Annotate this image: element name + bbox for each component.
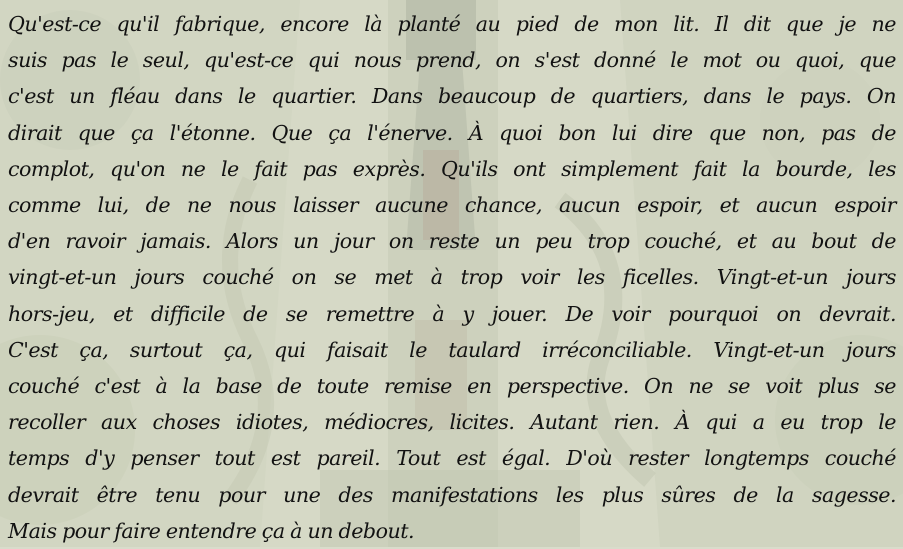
text-panel	[8, 6, 896, 542]
text-line: d'en ravoir jamais. Alors un jour on reste un peu trop couché, et au bout de	[8, 229, 896, 254]
text-line: dirait que ça l'étonne. Que ça l'énerve. À quoi bon lui dire que non, pas de	[8, 120, 896, 145]
text-line: recoller aux choses idiotes, médiocres, licites. Autant rien. À qui a eu trop le	[8, 410, 896, 435]
text-line: complot, qu'on ne le fait pas exprès. Qu'ils ont simplement fait la bourde, les	[8, 156, 896, 181]
prose-passage	[8, 6, 896, 549]
text-line: couché c'est à la base de toute remise en perspective. On ne se voit plus se	[8, 374, 896, 399]
text-line: comme lui, de ne nous laisser aucune chance, aucun espoir, et aucun espoir	[8, 193, 896, 218]
text-line: hors-jeu, et difficile de se remettre à y jouer. De voir pourquoi on devrait.	[8, 301, 896, 326]
text-line: temps d'y penser tout est pareil. Tout est égal. D'où rester longtemps couché	[8, 446, 896, 471]
text-line: Mais pour faire entendre ça à un debout.	[8, 518, 415, 543]
text-line: vingt-et-un jours couché on se met à trop voir les ficelles. Vingt-et-un jours	[8, 265, 896, 290]
text-line: suis pas le seul, qu'est-ce qui nous prend, on s'est donné le mot ou quoi, que	[8, 48, 896, 73]
text-line: c'est un fléau dans le quartier. Dans beaucoup de quartiers, dans le pays. On	[8, 84, 896, 109]
text-line: C'est ça, surtout ça, qui faisait le taulard irréconciliable. Vingt-et-un jours	[8, 337, 896, 362]
text-line: devrait être tenu pour une des manifestations les plus sûres de la sagesse.	[8, 482, 896, 507]
text-line: Qu'est-ce qu'il fabrique, encore là planté au pied de mon lit. Il dit que je ne	[8, 12, 896, 36]
